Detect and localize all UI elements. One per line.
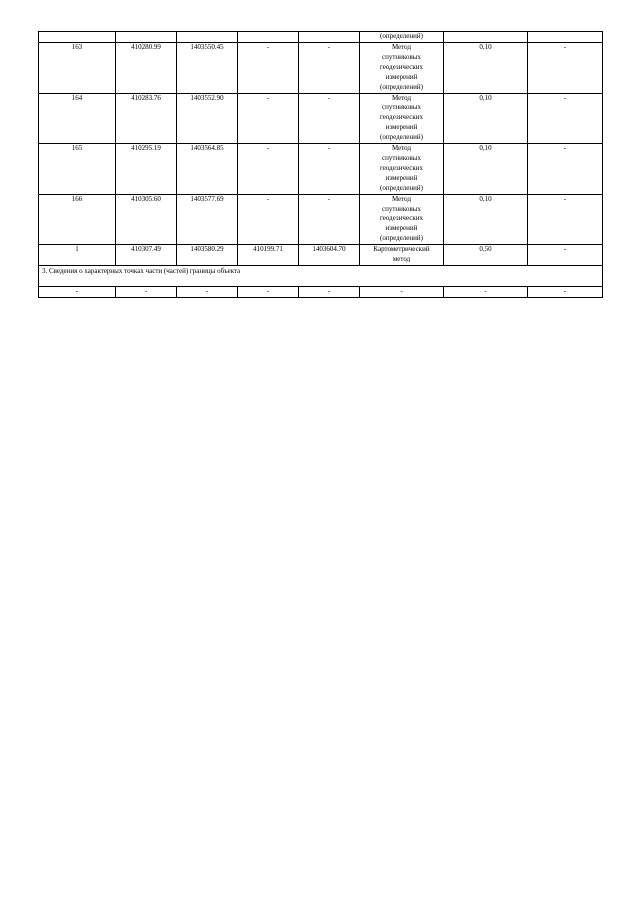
- table-row: [39, 245, 603, 266]
- cell-description: -: [528, 93, 603, 144]
- method-line: метод: [392, 255, 411, 264]
- method-line: геодезических: [379, 113, 423, 122]
- method-line: измерений: [385, 123, 418, 132]
- cell-y: 1403550.45: [177, 43, 238, 94]
- cell-point-number: 163: [39, 43, 116, 94]
- method-line: спутниковых: [382, 52, 421, 61]
- cell-method: [360, 245, 444, 266]
- cell-method-continuation: (определений): [360, 32, 444, 43]
- method-line: Картометрический: [373, 245, 430, 254]
- cell-accuracy: 0,50: [444, 245, 528, 266]
- method-line: спутниковых: [382, 204, 421, 213]
- table-row: [39, 93, 603, 144]
- cell-y-old: -: [299, 43, 360, 94]
- method-line: геодезических: [379, 163, 423, 172]
- cell-x-old: -: [238, 93, 299, 144]
- section-3-row: [39, 266, 603, 287]
- cell-accuracy: 0,10: [444, 43, 528, 94]
- section-3-title: 3. Сведения о характерных точках части (частей) границы объекта: [39, 266, 603, 287]
- cell-dash: -: [360, 287, 444, 298]
- table-row-empty: [39, 287, 603, 298]
- method-line: измерений: [385, 224, 418, 233]
- cell-description: -: [528, 194, 603, 245]
- table-row-continuation: [39, 32, 603, 43]
- cell-dash: -: [116, 287, 177, 298]
- table-row: [39, 43, 603, 94]
- cell-point-number: 165: [39, 144, 116, 195]
- cell-dash: -: [528, 287, 603, 298]
- cell-y-old: 1403604.70: [299, 245, 360, 266]
- coordinates-table-body: [39, 32, 603, 298]
- cell-y: 1403564.85: [177, 144, 238, 195]
- method-line: геодезических: [379, 62, 423, 71]
- method-line: (определений): [380, 234, 423, 243]
- cell-x: 410280.99: [116, 43, 177, 94]
- cell-y-old: -: [299, 93, 360, 144]
- cell-x: 410283.76: [116, 93, 177, 144]
- method-line: Метод: [391, 43, 412, 51]
- cell-description: -: [528, 144, 603, 195]
- cell-point-number: 166: [39, 194, 116, 245]
- cell-method: [360, 194, 444, 245]
- cell-empty: [299, 32, 360, 43]
- table-row: [39, 144, 603, 195]
- method-line: Метод: [391, 93, 412, 102]
- cell-y: 1403580.29: [177, 245, 238, 266]
- cell-point-number: 1: [39, 245, 116, 266]
- method-line: геодезических: [379, 214, 423, 223]
- method-line: (определений): [380, 133, 423, 142]
- cell-x-old: 410199.71: [238, 245, 299, 266]
- cell-accuracy: 0,10: [444, 93, 528, 144]
- cell-empty: [116, 32, 177, 43]
- cell-point-number: 164: [39, 93, 116, 144]
- cell-dash: -: [444, 287, 528, 298]
- method-line: измерений: [385, 173, 418, 182]
- cell-dash: -: [238, 287, 299, 298]
- cell-y-old: -: [299, 144, 360, 195]
- cell-x: 410305.60: [116, 194, 177, 245]
- method-line: (определений): [380, 82, 423, 91]
- method-line: (определений): [380, 183, 423, 192]
- cell-empty: [39, 32, 116, 43]
- cell-y: 1403552.90: [177, 93, 238, 144]
- cell-x-old: -: [238, 194, 299, 245]
- cell-accuracy: 0,10: [444, 144, 528, 195]
- cell-method: [360, 144, 444, 195]
- cell-dash: -: [177, 287, 238, 298]
- method-line: спутниковых: [382, 103, 421, 112]
- cell-method: [360, 43, 444, 94]
- table-row: [39, 194, 603, 245]
- cell-x-old: -: [238, 144, 299, 195]
- cell-x: 410307.49: [116, 245, 177, 266]
- method-line: измерений: [385, 72, 418, 81]
- method-line: Метод: [391, 194, 412, 203]
- method-line: спутниковых: [382, 153, 421, 162]
- cell-y: 1403577.69: [177, 194, 238, 245]
- method-line: Метод: [391, 144, 412, 153]
- cell-empty: [444, 32, 528, 43]
- cell-empty: [528, 32, 603, 43]
- cell-empty: [238, 32, 299, 43]
- cell-empty: [177, 32, 238, 43]
- cell-accuracy: 0,10: [444, 194, 528, 245]
- cell-method: [360, 93, 444, 144]
- cell-description: -: [528, 43, 603, 94]
- cell-y-old: -: [299, 194, 360, 245]
- cell-x-old: -: [238, 43, 299, 94]
- cell-x: 410295.19: [116, 144, 177, 195]
- cell-dash: -: [299, 287, 360, 298]
- cell-description: -: [528, 245, 603, 266]
- cell-dash: -: [39, 287, 116, 298]
- coordinates-table: [38, 31, 603, 298]
